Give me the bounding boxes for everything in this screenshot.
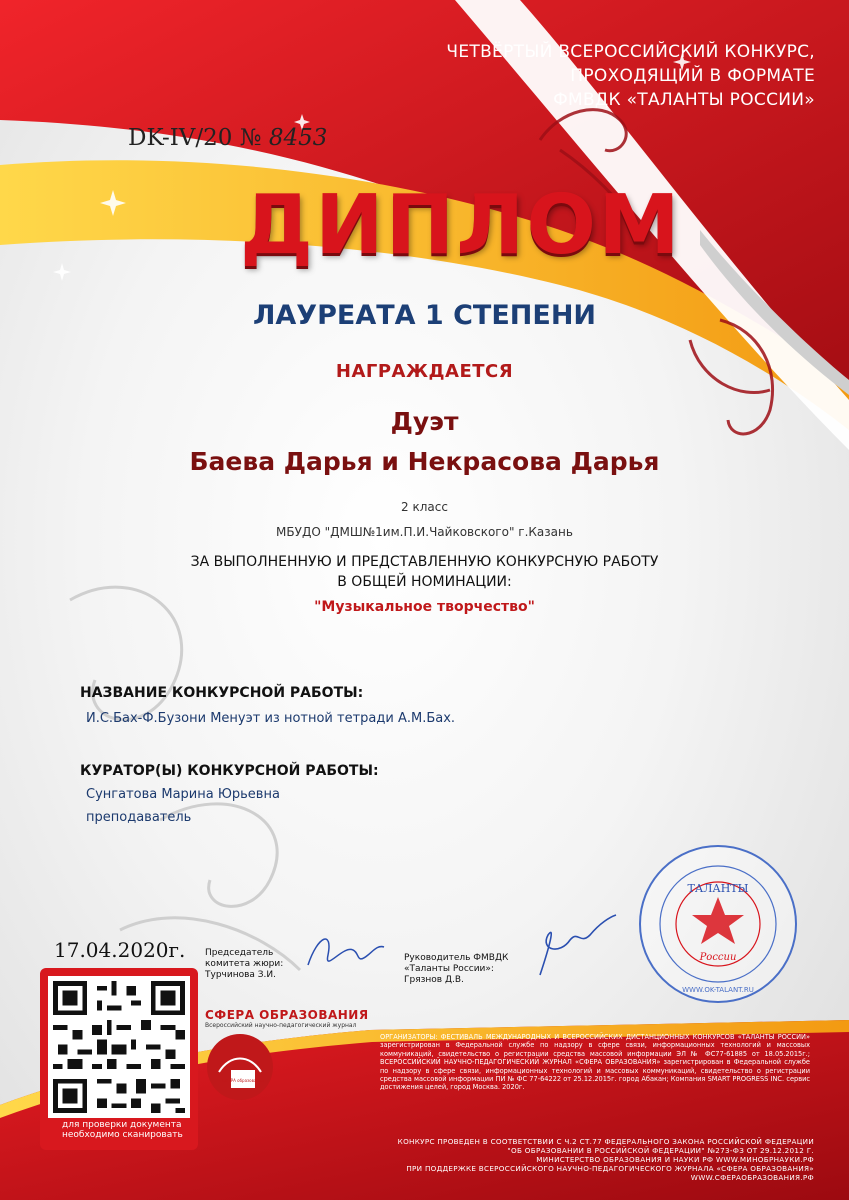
curator-name: Сунгатова Марина Юрьевна <box>86 787 280 802</box>
header-line-2: ПРОХОДЯЩИЙ В ФОРМАТЕ <box>570 66 815 86</box>
head-sig-line-2: «Таланты России»: <box>404 964 494 974</box>
sfera-book-icon <box>205 1032 275 1102</box>
work-label: НАЗВАНИЕ КОНКУРСНОЙ РАБОТЫ: <box>80 685 364 701</box>
jury-sig-line-3: Турчинова З.И. <box>205 970 276 980</box>
work-value: И.С.Бах-Ф.Бузони Менуэт из нотной тетради А.М.Бах. <box>86 711 456 726</box>
organizers-text: ОРГАНИЗАТОРЫ: ФЕСТИВАЛЬ МЕЖДУНАРОДНЫХ И ВСЕРОССИЙСКИХ ДИСТАНЦИОННЫХ КОНКУРСОВ «ТАЛАНТЫ РОССИИ» зарегистрирован в Федеральной службе по надзору в сфере связи, информационных технологий и массовых коммуникаций, свидетельство о регистрации средства массовой информации ЭЛ № ФС77-61885 от 18.05.2015г.; ВСЕРОССИЙСКИЙ НАУЧНО-ПЕДАГОГИЧЕСКИЙ ЖУРНАЛ «СФЕРА ОБРАЗОВАНИЯ» зарегистрирован в Федеральной службе по надзору в сфере связи, информационных технологий и массовых коммуникаций, свидетельство о регистрации средства массовой информации ПИ № ФС 77-64222 от 25.12.2015г. город Абакан; Компания SMART PROGRESS INC. сервис достижения целей, город Москва. 2020г. <box>380 1033 810 1092</box>
for-text-2: В ОБЩЕЙ НОМИНАЦИИ: <box>337 574 512 590</box>
qr-code <box>48 976 190 1118</box>
sfera-subtitle: Всероссийский научно-педагогический журнал <box>205 1022 357 1029</box>
head-signature-block <box>404 953 508 986</box>
recipient-line-2: Баева Дарья и Некрасова Дарья <box>189 447 660 476</box>
awarded-label: НАГРАЖДАЕТСЯ <box>335 361 514 382</box>
jury-sig-line-2: комитета жюри: <box>205 959 284 969</box>
laureate-degree: ЛАУРЕАТА 1 СТЕПЕНИ <box>252 300 597 331</box>
reg-number: 8453 <box>268 125 328 151</box>
recipient-class: 2 класс <box>401 500 448 514</box>
footer-line-3: МИНИСТЕРСТВО ОБРАЗОВАНИЯ И НАУКИ РФ WWW.МИНОБРНАУКИ.РФ <box>536 1155 814 1164</box>
legal-footer <box>318 1137 814 1182</box>
head-sig-line-3: Грязнов Д.В. <box>404 975 464 985</box>
head-sig-line-1: Руководитель ФМВДК <box>404 953 509 963</box>
recipient-line-1: Дуэт <box>390 407 459 436</box>
header-line-3: ФМВДК «ТАЛАНТЫ РОССИИ» <box>553 90 815 110</box>
for-text-1: ЗА ВЫПОЛНЕННУЮ И ПРЕДСТАВЛЕННУЮ КОНКУРСНУЮ РАБОТУ <box>190 554 659 570</box>
head-signature-icon <box>520 905 620 985</box>
qr-note: для проверки документа необходимо сканировать <box>62 1120 183 1140</box>
footer-line-2: "ОБ ОБРАЗОВАНИИ В РОССИЙСКОЙ ФЕДЕРАЦИИ" №273-ФЗ ОТ 29.12.2012 Г. <box>507 1146 814 1155</box>
stamp-seal <box>636 842 800 1006</box>
reg-code: DK-IV/20 № <box>128 125 262 151</box>
sfera-logo <box>205 1008 369 1029</box>
stamp-center-top: ТАЛАНТЫ <box>687 882 749 895</box>
footer-line-4: ПРИ ПОДДЕРЖКЕ ВСЕРОССИЙСКОГО НАУЧНО-ПЕДАГОГИЧЕСКОГО ЖУРНАЛА «СФЕРА ОБРАЗОВАНИЯ» WWW.СФЕРАОБРАЗОВАНИЯ.РФ <box>406 1164 814 1182</box>
stamp-url: WWW.OK-TALANT.RU <box>682 986 754 994</box>
stamp-center-bottom: России <box>699 952 737 963</box>
sfera-title: СФЕРА ОБРАЗОВАНИЯ <box>205 1008 369 1022</box>
curator-position: преподаватель <box>86 810 192 825</box>
curator-label: КУРАТОР(Ы) КОНКУРСНОЙ РАБОТЫ: <box>80 763 379 779</box>
issue-date: 17.04.2020г. <box>54 938 186 962</box>
qr-block <box>40 968 198 1150</box>
jury-signature-block <box>205 948 283 981</box>
nomination: "Музыкальное творчество" <box>314 599 535 615</box>
sfera-book-label: СФЕРА образования <box>221 1078 265 1083</box>
jury-sig-line-1: Председатель <box>205 948 274 958</box>
jury-signature-icon <box>298 925 388 980</box>
diploma-title: ДИПЛОМ <box>240 178 682 273</box>
contest-header <box>345 40 815 112</box>
registration-number <box>128 125 327 151</box>
header-line-1: ЧЕТВЁРТЫЙ ВСЕРОССИЙСКИЙ КОНКУРС, <box>446 42 815 62</box>
footer-line-1: КОНКУРС ПРОВЕДЕН В СООТВЕТСТВИИ С Ч.2 СТ.77 ФЕДЕРАЛЬНОГО ЗАКОНА РОССИЙСКОЙ ФЕДЕРАЦИИ <box>397 1137 814 1146</box>
recipient-school: МБУДО "ДМШ№1им.П.И.Чайковского" г.Казань <box>276 525 573 539</box>
